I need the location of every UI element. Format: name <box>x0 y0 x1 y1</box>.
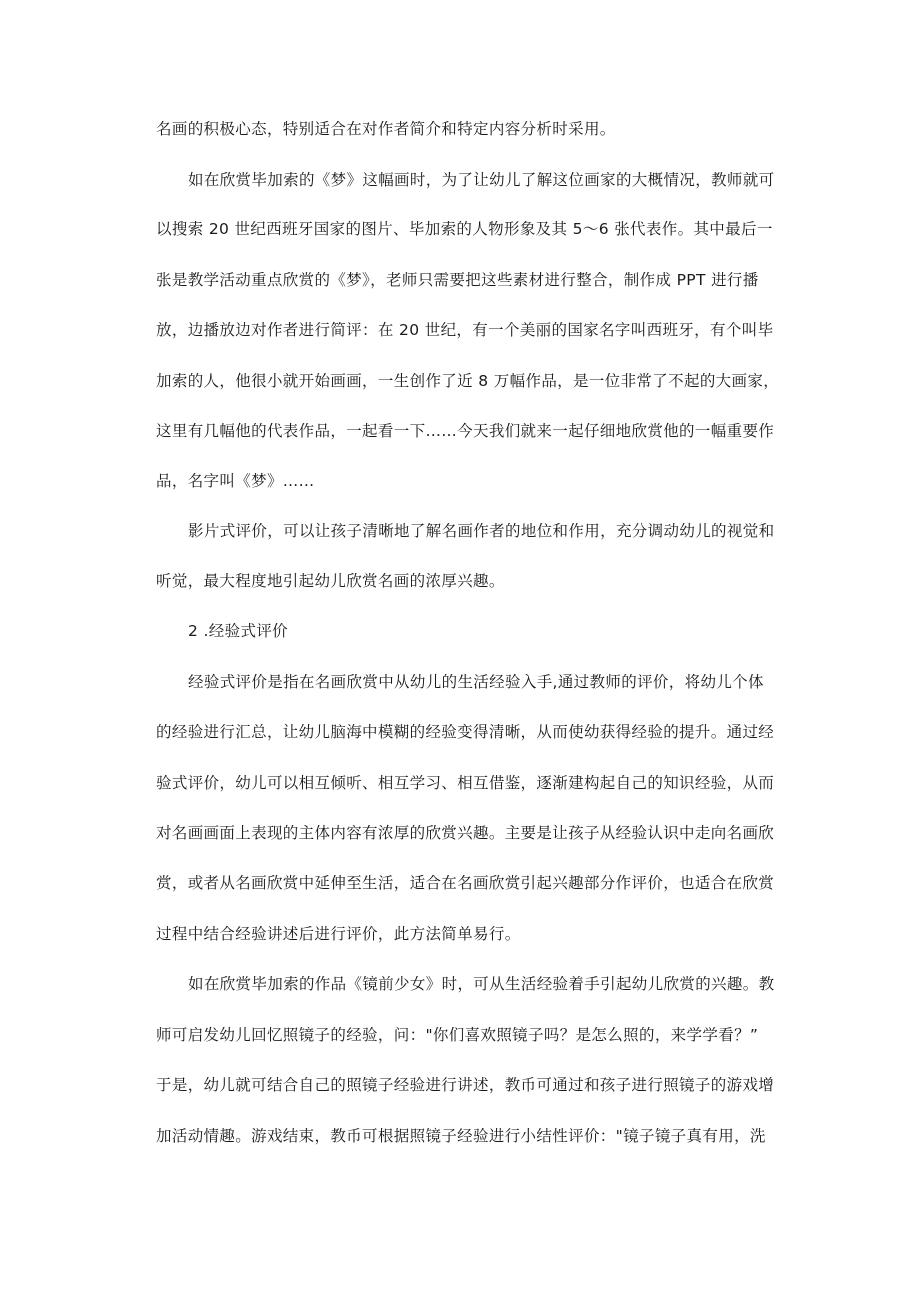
paragraph-line: 加活动情趣。游戏结束，教币可根据照镜子经验进行小结性评价："镜子镜子真有用，洗 <box>156 1127 766 1145</box>
paragraph-line: 加索的人，他很小就开始画画，一生创作了近 8 万幅作品，是一位非常了不起的大画家， <box>156 372 780 390</box>
paragraph-line: 放，边播放边对作者进行简评：在 20 世纪，有一个美丽的国家名字叫西班牙，有个叫毕 <box>156 321 774 339</box>
section-heading: 2 .经验式评价 <box>188 622 289 640</box>
paragraph-line: 如在欣赏毕加索的《梦》这幅画时，为了让幼儿了解这位画家的大概情况，教师就可 <box>188 171 775 189</box>
paragraph-line: 的经验进行汇总，让幼儿脑海中模糊的经验变得清晰，从而使幼获得经验的提升。通过经 <box>156 723 775 741</box>
paragraph-line: 对名画画面上表现的主体内容有浓厚的欣赏兴趣。主要是让孩子从经验认识中走向名画欣 <box>156 824 775 842</box>
paragraph-line: 经验式评价是指在名画欣赏中从幼儿的生活经验入手,通过教师的评价，将幼儿个体 <box>188 673 764 691</box>
paragraph-line: 如在欣赏毕加索的作品《镜前少女》时，可从生活经验着手引起幼儿欣赏的兴趣。教 <box>188 975 775 993</box>
paragraph-line: 品，名字叫《梦》…… <box>156 472 315 490</box>
paragraph-line: 名画的积极心态，特别适合在对作者简介和特定内容分析时采用。 <box>156 120 616 138</box>
paragraph-line: 影片式评价，可以让孩子清晰地了解名画作者的地位和作用，充分调动幼儿的视觉和 <box>188 522 775 540</box>
paragraph-line: 验式评价，幼儿可以相互倾听、相互学习、相互借鉴，逐渐建构起自己的知识经验，从而 <box>156 774 775 792</box>
paragraph-line: 过程中结合经验讲述后进行评价，此方法简单易行。 <box>156 925 521 943</box>
paragraph-line: 这里有几幅他的代表作品，一起看一下……今天我们就来一起仔细地欣赏他的一幅重要作 <box>156 422 775 440</box>
paragraph-line: 张是教学活动重点欣赏的《梦》，老师只需要把这些素材进行整合，制作成 PPT 进行播 <box>156 271 759 289</box>
paragraph-line: 听觉，最大程度地引起幼儿欣赏名画的浓厚兴趣。 <box>156 572 505 590</box>
paragraph-line: 师可启发幼儿回忆照镜子的经验，问："你们喜欢照镜子吗？是怎么照的，来学学看？” <box>156 1026 759 1044</box>
paragraph-line: 赏，或者从名画欣赏中延伸至生活，适合在名画欣赏引起兴趣部分作评价，也适合在欣赏 <box>156 874 775 892</box>
paragraph-line: 以搜索 20 世纪西班牙国家的图片、毕加索的人物形象及其 5〜6 张代表作。其中最后一 <box>156 220 773 238</box>
paragraph-line: 于是，幼儿就可结合自己的照镜子经验进行讲述，教币可通过和孩子进行照镜子的游戏增 <box>156 1076 775 1094</box>
